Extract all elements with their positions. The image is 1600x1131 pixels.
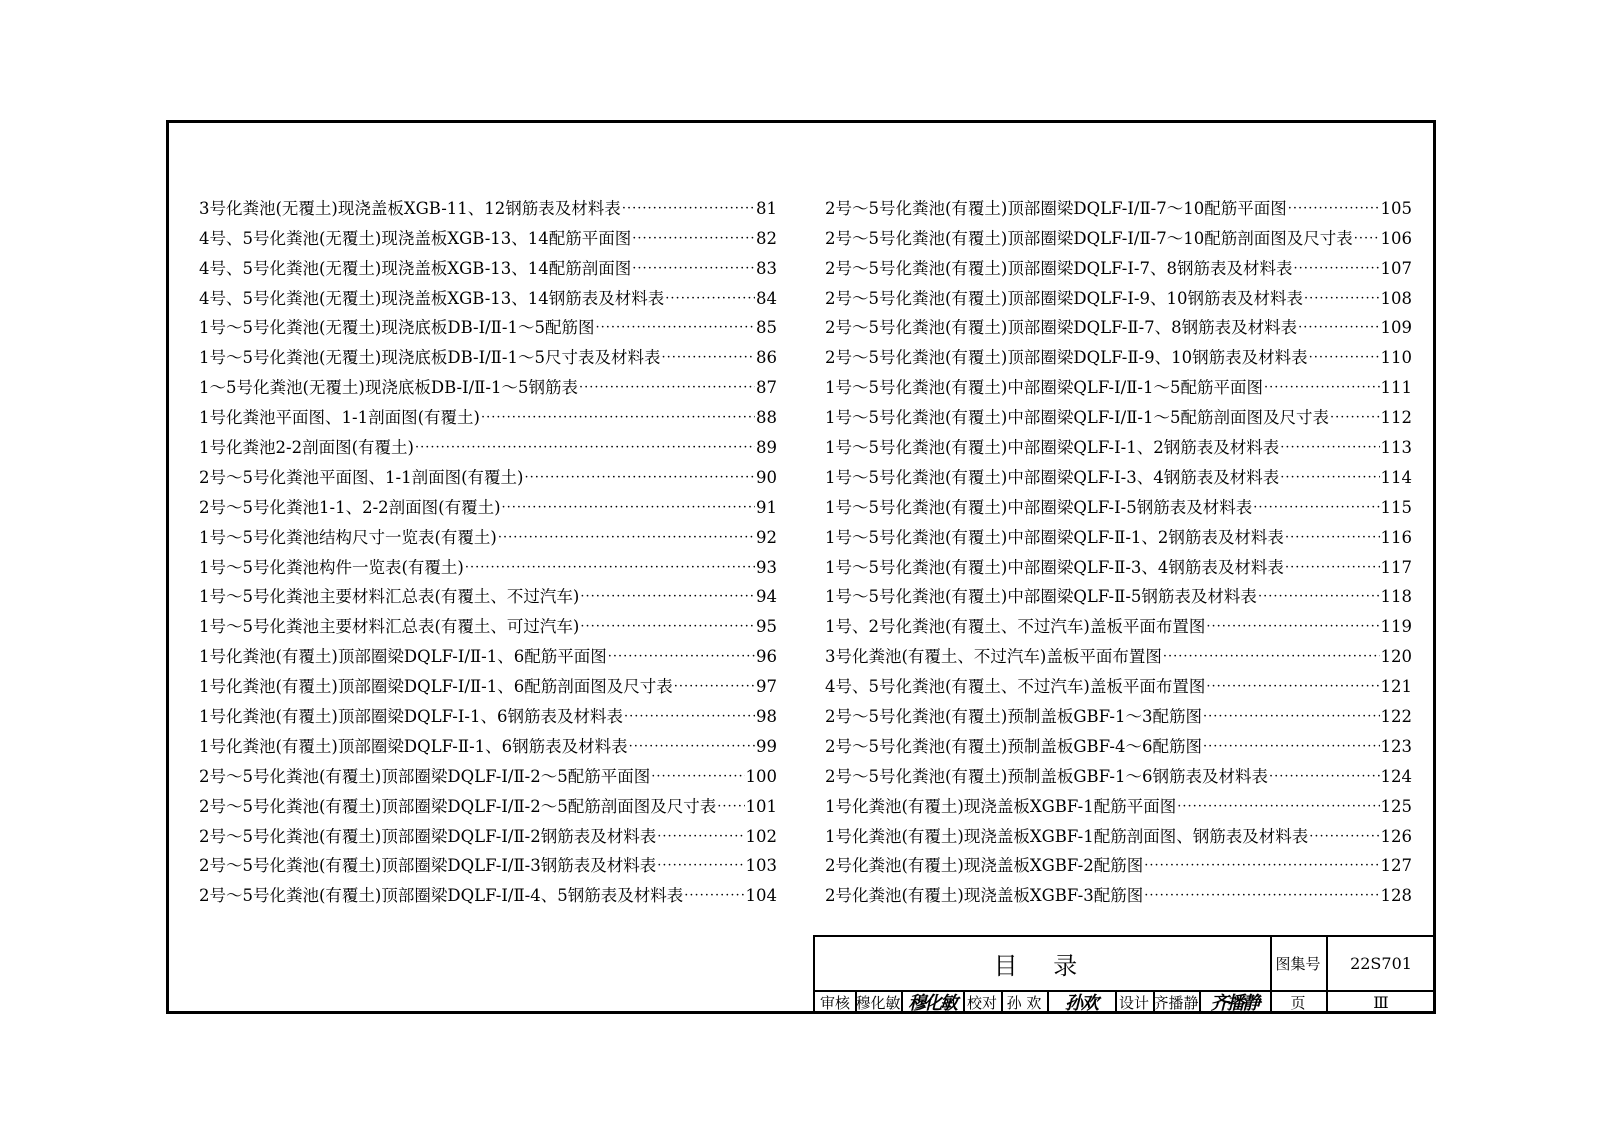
toc-entry-title: 4号、5号化粪池(无覆土)现浇盖板XGB-13、14钢筋表及材料表 xyxy=(199,288,665,308)
toc-entry xyxy=(825,667,1412,697)
toc-entry-page: 104 xyxy=(745,886,777,906)
toc-entry-page: 126 xyxy=(1380,826,1412,846)
toc-entry xyxy=(825,458,1412,488)
toc-leader-dots xyxy=(481,408,755,428)
toc-leader-dots xyxy=(1354,229,1380,249)
toc-entry xyxy=(825,219,1412,249)
toc-leader-dots xyxy=(1203,707,1380,727)
toc-entry-title: 2号～5号化粪池(有覆土)顶部圈梁DQLF-Ⅱ-7、8钢筋表及材料表 xyxy=(825,318,1298,338)
toc-entry-page: 96 xyxy=(756,647,777,667)
toc-leader-dots xyxy=(1285,528,1380,548)
toc-entry xyxy=(199,548,777,578)
toc-entry-page: 116 xyxy=(1380,527,1412,547)
toc-entry xyxy=(825,249,1412,279)
toc-leader-dots xyxy=(1309,348,1380,368)
toc-entry-page: 111 xyxy=(1380,378,1412,398)
toc-entry xyxy=(825,847,1412,877)
toc-right-column xyxy=(825,189,1412,906)
toc-entry xyxy=(199,697,777,727)
toc-entry xyxy=(199,637,777,667)
toc-entry-page: 87 xyxy=(756,378,777,398)
toc-entry-page: 82 xyxy=(756,228,777,248)
toc-leader-dots xyxy=(1285,558,1380,578)
toc-entry-title: 1号～5号化粪池(有覆土)中部圈梁QLF-Ⅱ-3、4钢筋表及材料表 xyxy=(825,557,1284,577)
toc-entry-title: 1号～5号化粪池(有覆土)中部圈梁QLF-Ⅱ-5钢筋表及材料表 xyxy=(825,587,1257,607)
toc-entry xyxy=(199,368,777,398)
toc-leader-dots xyxy=(717,797,744,817)
toc-leader-dots xyxy=(624,707,755,727)
toc-entry-page: 123 xyxy=(1380,736,1412,756)
toc-leader-dots xyxy=(465,558,755,578)
toc-entry-title: 1号化粪池2-2剖面图(有覆土) xyxy=(199,438,414,458)
toc-entry-title: 1号～5号化粪池(无覆土)现浇底板DB-Ⅰ/Ⅱ-1～5尺寸表及材料表 xyxy=(199,348,661,368)
toc-leader-dots xyxy=(1203,737,1380,757)
checker-signature: 孙欢 xyxy=(1065,993,1097,1014)
toc-entry xyxy=(199,309,777,339)
toc-leader-dots xyxy=(1330,408,1380,428)
toc-entry xyxy=(825,338,1412,368)
toc-entry-title: 1号～5号化粪池(有覆土)中部圈梁QLF-Ⅰ/Ⅱ-1～5配筋剖面图及尺寸表 xyxy=(825,408,1329,428)
toc-entry-page: 127 xyxy=(1380,856,1412,876)
toc-leader-dots xyxy=(580,587,755,607)
toc-entry-title: 2号～5号化粪池(有覆土)顶部圈梁DQLF-Ⅰ/Ⅱ-7～10配筋剖面图及尺寸表 xyxy=(825,228,1353,248)
title-block xyxy=(813,935,1436,1014)
toc-entry-title: 4号、5号化粪池(有覆土、不过汽车)盖板平面布置图 xyxy=(825,677,1206,697)
toc-entry xyxy=(825,488,1412,518)
toc-leader-dots xyxy=(1144,856,1379,876)
toc-leader-dots xyxy=(657,827,744,847)
toc-entry-page: 105 xyxy=(1380,198,1412,218)
toc-leader-dots xyxy=(1206,677,1379,697)
toc-entry xyxy=(199,338,777,368)
toc-entry-title: 2号～5号化粪池(有覆土)顶部圈梁DQLF-Ⅰ/Ⅱ-7～10配筋平面图 xyxy=(825,198,1287,218)
toc-entry xyxy=(825,787,1412,817)
toc-entry-title: 3号化粪池(无覆土)现浇盖板XGB-11、12钢筋表及材料表 xyxy=(199,198,621,218)
toc-entry-page: 112 xyxy=(1380,408,1412,428)
atlas-label: 图集号 xyxy=(1275,955,1321,973)
toc-entry-page: 120 xyxy=(1380,647,1412,667)
toc-entry-title: 2号化粪池(有覆土)现浇盖板XGBF-3配筋图 xyxy=(825,886,1144,906)
toc-leader-dots xyxy=(1144,886,1379,906)
toc-entry-page: 106 xyxy=(1380,228,1412,248)
toc-entry-page: 88 xyxy=(756,408,777,428)
toc-entry xyxy=(199,757,777,787)
toc-leader-dots xyxy=(1264,378,1380,398)
toc-entry xyxy=(825,578,1412,608)
toc-entry-title: 1号～5号化粪池(有覆土)中部圈梁QLF-Ⅰ-3、4钢筋表及材料表 xyxy=(825,467,1280,487)
toc-leader-dots xyxy=(674,677,755,697)
toc-leader-dots xyxy=(595,318,755,338)
toc-entry-title: 2号～5号化粪池(有覆土)顶部圈梁DQLF-Ⅰ/Ⅱ-4、5钢筋表及材料表 xyxy=(199,886,684,906)
design-label: 设计 xyxy=(1118,993,1149,1012)
toc-entry xyxy=(825,757,1412,787)
page-title: 目 录 xyxy=(993,952,1092,980)
toc-leader-dots xyxy=(1269,767,1380,787)
toc-leader-dots xyxy=(1258,587,1380,607)
toc-entry xyxy=(825,189,1412,219)
toc-entry-title: 1号～5号化粪池主要材料汇总表(有覆土、不过汽车) xyxy=(199,587,580,607)
toc-entry xyxy=(199,727,777,757)
toc-leader-dots xyxy=(622,199,755,219)
toc-entry-page: 85 xyxy=(756,318,777,338)
toc-leader-dots xyxy=(1206,617,1379,637)
reviewer-signature: 穆化敏 xyxy=(908,993,956,1014)
toc-entry-title: 2号～5号化粪池(有覆土)顶部圈梁DQLF-Ⅱ-9、10钢筋表及材料表 xyxy=(825,348,1308,368)
toc-leader-dots xyxy=(661,348,755,368)
toc-entry-page: 90 xyxy=(756,467,777,487)
toc-entry-title: 1号化粪池平面图、1-1剖面图(有覆土) xyxy=(199,408,480,428)
toc-entry-page: 125 xyxy=(1380,796,1412,816)
toc-leader-dots xyxy=(1280,468,1379,488)
toc-entry-page: 114 xyxy=(1380,467,1412,487)
toc-entry-title: 2号～5号化粪池(有覆土)预制盖板GBF-1～3配筋图 xyxy=(825,707,1202,727)
toc-entry-page: 93 xyxy=(756,557,777,577)
toc-leader-dots xyxy=(502,498,755,518)
toc-entry xyxy=(199,817,777,847)
toc-leader-dots xyxy=(632,229,755,249)
toc-leader-dots xyxy=(1304,289,1380,309)
toc-entry-title: 1号化粪池(有覆土)顶部圈梁DQLF-Ⅰ/Ⅱ-1、6配筋剖面图及尺寸表 xyxy=(199,677,673,697)
toc-entry xyxy=(199,428,777,458)
toc-entry-page: 115 xyxy=(1380,497,1412,517)
toc-entry-page: 94 xyxy=(756,587,777,607)
toc-entry-title: 2号～5号化粪池(有覆土)顶部圈梁DQLF-Ⅰ/Ⅱ-2～5配筋平面图 xyxy=(199,766,651,786)
toc-entry-title: 1号化粪池(有覆土)顶部圈梁DQLF-Ⅰ-1、6钢筋表及材料表 xyxy=(199,707,623,727)
toc-entry-page: 107 xyxy=(1380,258,1412,278)
toc-entry xyxy=(825,309,1412,339)
toc-entry xyxy=(199,249,777,279)
toc-entry-title: 4号、5号化粪池(无覆土)现浇盖板XGB-13、14配筋剖面图 xyxy=(199,258,632,278)
toc-entry-title: 1～5号化粪池(无覆土)现浇底板DB-Ⅰ/Ⅱ-1～5钢筋表 xyxy=(199,378,578,398)
toc-leader-dots xyxy=(632,259,755,279)
toc-entry xyxy=(825,876,1412,906)
toc-entry-title: 2号～5号化粪池1-1、2-2剖面图(有覆土) xyxy=(199,497,501,517)
toc-entry xyxy=(825,727,1412,757)
toc-entry-page: 100 xyxy=(745,766,777,786)
toc-entry-title: 4号、5号化粪池(无覆土)现浇盖板XGB-13、14配筋平面图 xyxy=(199,228,632,248)
toc-entry xyxy=(199,607,777,637)
toc-entry-title: 1号～5号化粪池(有覆土)中部圈梁QLF-Ⅱ-1、2钢筋表及材料表 xyxy=(825,527,1284,547)
toc-entry-title: 2号～5号化粪池平面图、1-1剖面图(有覆土) xyxy=(199,467,524,487)
toc-entry-page: 117 xyxy=(1380,557,1412,577)
designer-signature: 齐播静 xyxy=(1210,993,1259,1014)
toc-leader-dots xyxy=(1309,827,1379,847)
toc-leader-dots xyxy=(579,378,755,398)
toc-entry xyxy=(199,219,777,249)
toc-entry-title: 2号～5号化粪池(有覆土)预制盖板GBF-4～6配筋图 xyxy=(825,736,1202,756)
toc-entry-page: 92 xyxy=(756,527,777,547)
toc-entry xyxy=(199,458,777,488)
toc-entry-page: 110 xyxy=(1380,348,1412,368)
toc-entry-page: 99 xyxy=(756,736,777,756)
toc-entry-page: 122 xyxy=(1380,707,1412,727)
toc-entry xyxy=(199,787,777,817)
toc-entry xyxy=(825,697,1412,727)
toc-entry xyxy=(825,817,1412,847)
toc-entry xyxy=(199,488,777,518)
toc-entry xyxy=(199,876,777,906)
toc-entry-page: 89 xyxy=(756,438,777,458)
toc-entry-title: 1号～5号化粪池主要材料汇总表(有覆土、可过汽车) xyxy=(199,617,580,637)
toc-entry-page: 83 xyxy=(756,258,777,278)
toc-leader-dots xyxy=(498,528,755,548)
toc-entry-page: 98 xyxy=(756,707,777,727)
toc-entry-title: 1号～5号化粪池结构尺寸一览表(有覆土) xyxy=(199,527,497,547)
toc-entry-title: 1号～5号化粪池(有覆土)中部圈梁QLF-Ⅰ-5钢筋表及材料表 xyxy=(825,497,1253,517)
drawing-frame xyxy=(166,120,1436,1014)
toc-entry-title: 1号～5号化粪池(有覆土)中部圈梁QLF-Ⅰ-1、2钢筋表及材料表 xyxy=(825,438,1280,458)
toc-leader-dots xyxy=(580,617,755,637)
toc-entry-title: 1号～5号化粪池(无覆土)现浇底板DB-Ⅰ/Ⅱ-1～5配筋图 xyxy=(199,318,595,338)
toc-entry xyxy=(825,368,1412,398)
toc-entry-page: 102 xyxy=(745,826,777,846)
toc-entry xyxy=(825,607,1412,637)
toc-entry xyxy=(825,637,1412,667)
toc-entry xyxy=(199,667,777,697)
toc-entry-page: 101 xyxy=(745,796,777,816)
toc-entry-title: 2号～5号化粪池(有覆土)顶部圈梁DQLF-Ⅰ/Ⅱ-2～5配筋剖面图及尺寸表 xyxy=(199,796,717,816)
toc-entry xyxy=(199,279,777,309)
toc-leader-dots xyxy=(608,647,755,667)
page-number: Ⅲ xyxy=(1373,992,1389,1012)
toc-entry-page: 118 xyxy=(1380,587,1412,607)
toc-leader-dots xyxy=(665,289,755,309)
toc-entry-title: 2号～5号化粪池(有覆土)顶部圈梁DQLF-Ⅰ-7、8钢筋表及材料表 xyxy=(825,258,1293,278)
toc-entry-page: 108 xyxy=(1380,288,1412,308)
toc-entry-title: 2号～5号化粪池(有覆土)顶部圈梁DQLF-Ⅰ/Ⅱ-3钢筋表及材料表 xyxy=(199,856,657,876)
toc-leader-dots xyxy=(1177,797,1379,817)
reviewer-name: 穆化敏 xyxy=(855,993,901,1012)
toc-entry-title: 1号化粪池(有覆土)顶部圈梁DQLF-Ⅱ-1、6钢筋表及材料表 xyxy=(199,736,628,756)
toc-entry-page: 81 xyxy=(756,198,777,218)
toc-entry-page: 113 xyxy=(1380,438,1412,458)
review-label: 审核 xyxy=(819,993,850,1012)
toc-leader-dots xyxy=(1253,498,1379,518)
toc-entry-page: 121 xyxy=(1380,677,1412,697)
toc-leader-dots xyxy=(629,737,755,757)
toc-entry-page: 128 xyxy=(1380,886,1412,906)
toc-leader-dots xyxy=(524,468,755,488)
toc-entry-title: 2号～5号化粪池(有覆土)预制盖板GBF-1～6钢筋表及材料表 xyxy=(825,766,1268,786)
toc-entry-title: 1号、2号化粪池(有覆土、不过汽车)盖板平面布置图 xyxy=(825,617,1206,637)
toc-entry-title: 3号化粪池(有覆土、不过汽车)盖板平面布置图 xyxy=(825,647,1162,667)
toc-entry-page: 95 xyxy=(756,617,777,637)
toc-entry xyxy=(825,548,1412,578)
toc-entry-title: 1号化粪池(有覆土)现浇盖板XGBF-1配筋平面图 xyxy=(825,796,1177,816)
checker-name: 孙 欢 xyxy=(1006,993,1042,1012)
toc-leader-dots xyxy=(415,438,755,458)
toc-entry xyxy=(825,279,1412,309)
toc-entry xyxy=(199,578,777,608)
toc-entry-page: 86 xyxy=(756,348,777,368)
toc-entry xyxy=(825,518,1412,548)
toc-entry-title: 1号化粪池(有覆土)顶部圈梁DQLF-Ⅰ/Ⅱ-1、6配筋平面图 xyxy=(199,647,607,667)
check-label: 校对 xyxy=(966,993,997,1012)
page-label: 页 xyxy=(1290,993,1306,1012)
toc-entry-title: 1号～5号化粪池构件一览表(有覆土) xyxy=(199,557,464,577)
toc-leader-dots xyxy=(684,886,744,906)
toc-leader-dots xyxy=(1280,438,1379,458)
toc-leader-dots xyxy=(1163,647,1380,667)
toc-entry-page: 124 xyxy=(1380,766,1412,786)
toc-leader-dots xyxy=(1293,259,1379,279)
toc-entry-title: 2号～5号化粪池(有覆土)顶部圈梁DQLF-Ⅰ-9、10钢筋表及材料表 xyxy=(825,288,1303,308)
toc-entry-page: 109 xyxy=(1380,318,1412,338)
toc-entry-title: 2号化粪池(有覆土)现浇盖板XGBF-2配筋图 xyxy=(825,856,1144,876)
toc-entry xyxy=(825,428,1412,458)
designer-name: 齐播静 xyxy=(1153,993,1199,1012)
toc-entry-page: 103 xyxy=(745,856,777,876)
toc-leader-dots xyxy=(1288,199,1380,219)
toc-entry-title: 1号化粪池(有覆土)现浇盖板XGBF-1配筋剖面图、钢筋表及材料表 xyxy=(825,826,1309,846)
toc-entry xyxy=(199,398,777,428)
toc-entry-title: 2号～5号化粪池(有覆土)顶部圈梁DQLF-Ⅰ/Ⅱ-2钢筋表及材料表 xyxy=(199,826,657,846)
toc-entry-page: 91 xyxy=(756,497,777,517)
toc-entry-page: 119 xyxy=(1380,617,1412,637)
toc-entry-title: 1号～5号化粪池(有覆土)中部圈梁QLF-Ⅰ/Ⅱ-1～5配筋平面图 xyxy=(825,378,1263,398)
toc-entry xyxy=(199,518,777,548)
toc-entry-page: 97 xyxy=(756,677,777,697)
toc-leader-dots xyxy=(657,856,744,876)
toc-entry xyxy=(199,847,777,877)
toc-left-column xyxy=(199,189,777,906)
toc-leader-dots xyxy=(1298,318,1379,338)
toc-entry-page: 84 xyxy=(756,288,777,308)
toc-entry xyxy=(825,398,1412,428)
toc-leader-dots xyxy=(651,767,744,787)
toc-entry xyxy=(199,189,777,219)
atlas-number: 22S701 xyxy=(1350,954,1412,973)
